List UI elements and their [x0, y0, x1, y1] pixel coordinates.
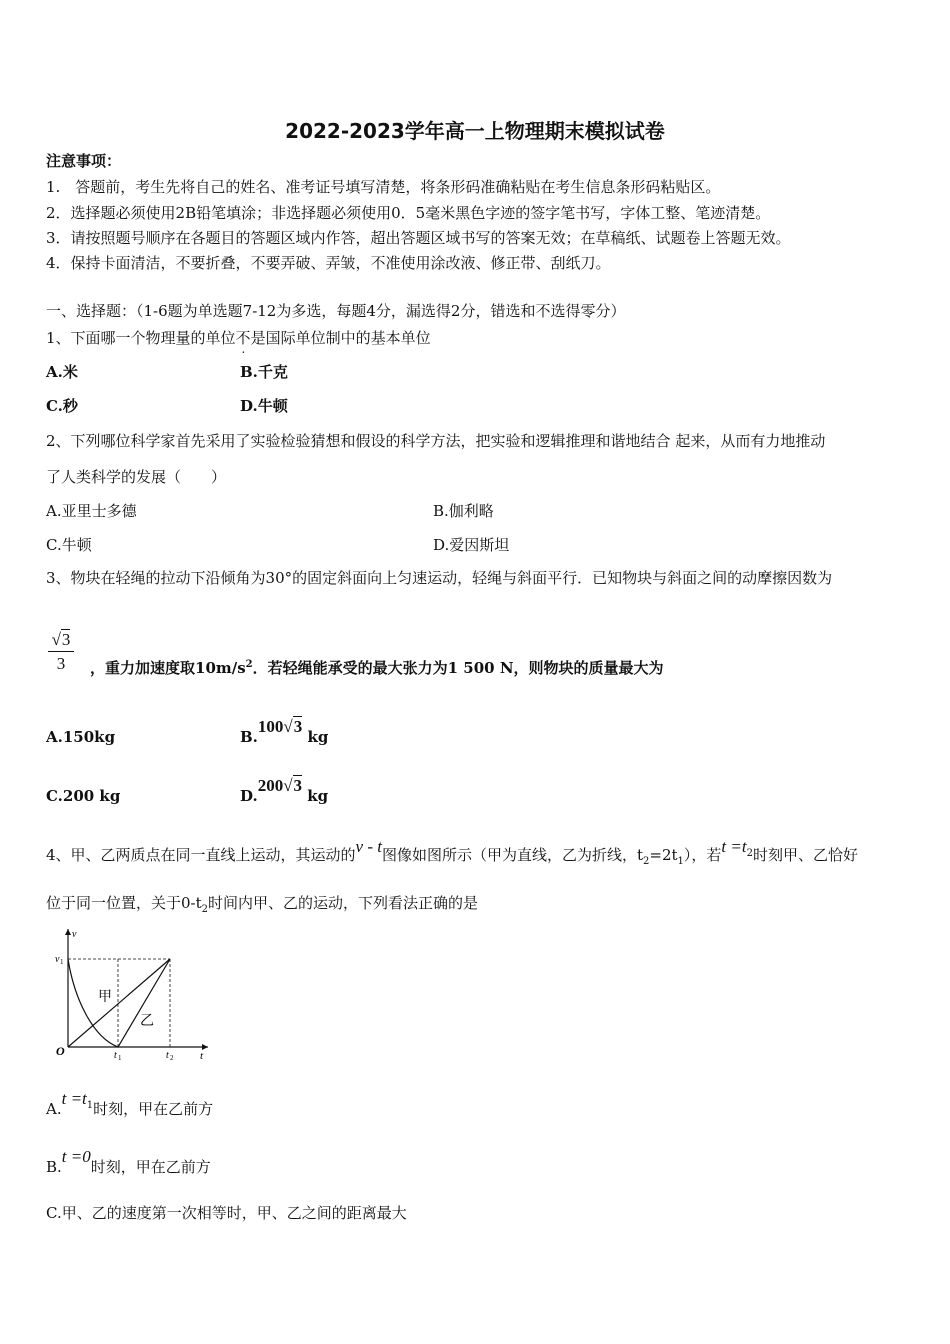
- v-axis-label: v: [72, 929, 77, 940]
- q2-option-c: C.牛顿: [46, 536, 92, 554]
- q3-line2-a: ，重力加速度取10m/s: [90, 659, 246, 677]
- section-heading: 一、选择题：（1-6题为单选题7-12为多选，每题4分，漏选得2分，错选和不选得零分）: [46, 302, 626, 320]
- q4-b-prefix: B.: [46, 1158, 62, 1176]
- question-1-stem: [46, 328, 431, 348]
- t2-label: t: [166, 1050, 169, 1061]
- q4-vt-symbol: v - t: [355, 837, 382, 856]
- v1-label: v: [55, 954, 60, 965]
- question-4-line-1: [46, 837, 858, 872]
- q4-a-prefix: A.: [46, 1100, 62, 1118]
- question-3-line-2: [90, 655, 664, 678]
- q4-b-math: t =0: [61, 1147, 91, 1166]
- jia-label: 甲: [98, 990, 112, 1005]
- q4-line1-sub1: 1: [677, 856, 684, 867]
- q3-d-unit: kg: [302, 787, 329, 805]
- vt-graph: [52, 925, 214, 1061]
- question-2-line-1: 2、下列哪位科学家首先采用了实验检验猜想和假设的科学方法，把实验和逻辑推理和谐地结合 起来，从而有力地推动: [46, 432, 826, 450]
- jia-line: [68, 959, 170, 1047]
- q3-line2-b: ．若轻绳能承受的最大张力为1 500 N，则物块的质量最大为: [252, 659, 664, 677]
- q3-d-radicand: 3: [293, 776, 303, 795]
- q4-line2-sub: 2: [201, 904, 209, 915]
- q4-line1-c: =2t: [649, 846, 678, 864]
- q4-t-symbol: t =t: [721, 837, 747, 856]
- q4-line2-b: 时间内甲、乙的运动，下列看法正确的是: [208, 894, 479, 912]
- q1-option-a: A.米: [46, 363, 78, 381]
- q4-option-c: C.甲、乙的速度第一次相等时，甲、乙之间的距离最大: [46, 1204, 407, 1222]
- q3-option-a: A.150kg: [46, 728, 116, 746]
- q3-option-b: [240, 717, 329, 747]
- q3-line2-sup: 2: [245, 659, 253, 670]
- t-axis-label: t: [200, 1050, 204, 1061]
- q3-option-c: C.200 kg: [46, 787, 121, 805]
- q4-t-subscript: 2: [746, 848, 753, 859]
- notice-item-2: 2．选择题必须使用2B铅笔填涂；非选择题必须使用0．5毫米黑色字迹的签字笔书写，字体工整、笔迹清楚。: [46, 204, 771, 222]
- question-2-line-2: 了人类科学的发展（ ）: [46, 468, 227, 486]
- q4-a-text: 时刻，甲在乙前方: [93, 1100, 214, 1118]
- q3-b-unit: kg: [302, 728, 329, 746]
- v-axis-arrow: [65, 929, 71, 935]
- q3-b-coefficient: 100: [257, 717, 284, 736]
- q3-b-radicand: 3: [293, 717, 303, 736]
- q1-option-d: D.牛顿: [240, 397, 288, 415]
- q4-line1-a: 4、甲、乙两质点在同一直线上运动，其运动的: [46, 846, 356, 864]
- notice-item-4: 4．保持卡面清洁，不要折叠，不要弄破、弄皱，不准使用涂改液、修正带、刮纸刀。: [46, 254, 611, 272]
- q3-option-d: [240, 776, 329, 806]
- q4-line1-e: 时刻甲、乙恰好: [752, 846, 858, 864]
- q2-option-d: D.爱因斯坦: [433, 536, 510, 554]
- sqrt3-over-3-fraction: $\frac{√3}{3}$: [48, 630, 74, 674]
- q1-stem-emphasis: 不: [235, 329, 251, 347]
- q1-option-b: B.千克: [240, 363, 288, 381]
- q4-option-b: [46, 1147, 211, 1177]
- page-title: 2022-2023学年高一上物理期末模拟试卷: [285, 119, 665, 143]
- notice-item-3: 3．请按照题号顺序在各题目的答题区域内作答，超出答题区域书写的答案无效；在草稿纸、试题卷上答题无效。: [46, 229, 791, 247]
- q4-line1-b: 图像如图所示（甲为直线，乙为折线，t: [381, 846, 644, 864]
- q4-b-text: 时刻，甲在乙前方: [90, 1158, 211, 1176]
- yi-label: 乙: [140, 1014, 154, 1029]
- q4-line1-d: ），若: [683, 846, 722, 864]
- q2-option-a: A.亚里士多德: [46, 502, 137, 520]
- q3-b-prefix: B.: [240, 728, 258, 746]
- question-3-line-1: 3、物块在轻绳的拉动下沿倾角为30°的固定斜面向上匀速运动，轻绳与斜面平行．已知物块与斜面之间的动摩擦因数为: [46, 569, 833, 587]
- q3-d-math: 200√3: [257, 776, 303, 795]
- q4-option-a: [46, 1089, 214, 1126]
- q3-b-math: 100√3: [257, 717, 303, 736]
- fraction-denominator: 3: [56, 654, 66, 673]
- t1-label: t: [114, 1050, 117, 1061]
- fraction-numerator: 3: [61, 630, 71, 649]
- question-4-line-2: [46, 893, 478, 920]
- t1-subscript: 1: [118, 1054, 122, 1061]
- notice-item-1: 1. 答题前，考生先将自己的姓名、准考证号填写清楚，将条形码准确粘贴在考生信息条形码粘贴区。: [46, 178, 721, 196]
- q3-d-coefficient: 200: [257, 776, 284, 795]
- q4-line2-a: 位于同一位置，关于0-t: [46, 894, 202, 912]
- q4-line1-sub2: 2: [643, 856, 650, 867]
- q1-stem-post: 是国际单位制中的基本单位: [250, 329, 431, 347]
- t2-subscript: 2: [170, 1054, 174, 1061]
- q3-d-prefix: D.: [240, 787, 258, 805]
- q4-a-math: t =t: [61, 1089, 87, 1108]
- q1-stem-pre: 1、下面哪一个物理量的单位: [46, 329, 236, 347]
- q2-option-b: B.伽利略: [433, 502, 494, 520]
- q4-a-subscript: 1: [86, 1100, 94, 1111]
- v1-subscript: 1: [60, 958, 64, 966]
- origin-label: O: [56, 1044, 65, 1058]
- q1-option-c: C.秒: [46, 397, 78, 415]
- notice-heading: 注意事项：: [46, 152, 122, 170]
